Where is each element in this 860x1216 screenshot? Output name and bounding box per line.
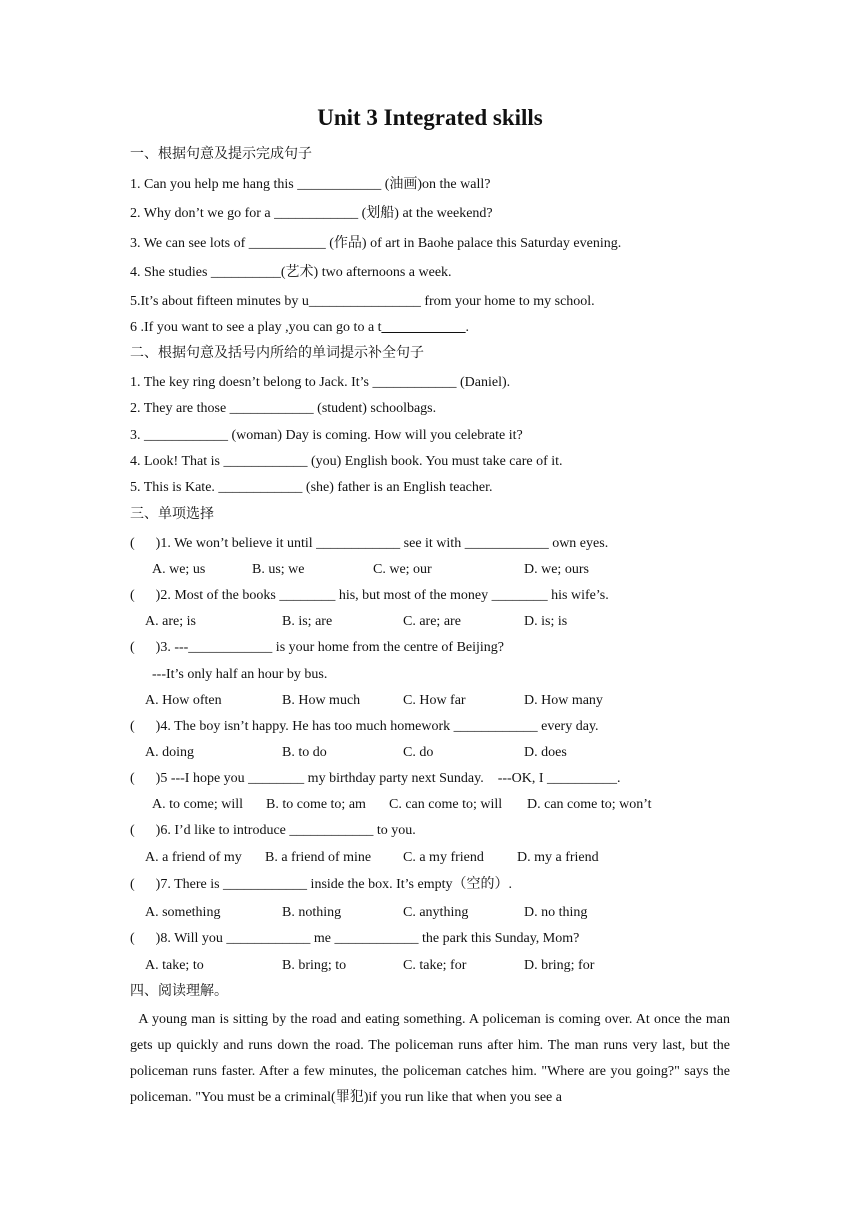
question-8-option-d: D. bring; for	[524, 958, 595, 973]
question-7-option-a: A. something	[145, 905, 221, 920]
question-2-option-a: A. are; is	[145, 614, 196, 629]
section-1-item-6-prefix: 6 .If you want to see a play ,you can go to a t	[130, 320, 382, 335]
question-5-option-b: B. to come to; am	[266, 797, 366, 812]
section-1-item-3: 3. We can see lots of ___________ (作品) of art in Baohe palace this Saturday evening.	[130, 236, 622, 251]
question-5-stem: ( )5 ---I hope you ________ my birthday party next Sunday. ---OK, I __________.	[130, 771, 621, 786]
question-1-option-d: D. we; ours	[524, 562, 589, 577]
section-1-item-5: 5.It’s about fifteen minutes by u________________ from your home to my school.	[130, 294, 595, 309]
question-2-option-b: B. is; are	[282, 614, 333, 629]
question-4-option-d: D. does	[524, 745, 567, 760]
section-2-item-3: 3. ____________ (woman) Day is coming. How will you celebrate it?	[130, 428, 523, 443]
question-3-option-c: C. How far	[403, 693, 466, 708]
question-6-option-a: A. a friend of my	[145, 850, 242, 865]
question-8-stem: ( )8. Will you ____________ me ____________ the park this Sunday, Mom?	[130, 931, 580, 946]
section-2-item-5: 5. This is Kate. ____________ (she) father is an English teacher.	[130, 480, 493, 495]
section-1-item-4: 4. She studies __________(艺术) two afternoons a week.	[130, 265, 452, 280]
question-4-option-a: A. doing	[145, 745, 194, 760]
section-1-item-6-suffix: .	[465, 320, 470, 335]
section-1-item-1: 1. Can you help me hang this ____________ (油画)on the wall?	[130, 177, 491, 192]
section-1-item-6-blank: ____________	[381, 320, 466, 335]
question-8-option-c: C. take; for	[403, 958, 467, 973]
section-2-heading: 二、根据句意及括号内所给的单词提示补全句子	[130, 346, 424, 361]
question-1-option-c: C. we; our	[373, 562, 432, 577]
question-4-option-c: C. do	[403, 745, 434, 760]
question-3-option-d: D. How many	[524, 693, 603, 708]
section-2-item-4: 4. Look! That is ____________ (you) English book. You must take care of it.	[130, 454, 563, 469]
reading-passage-text: A young man is sitting by the road and eating something. A policeman is coming over. At once the man gets up quickly and runs down the road. The policeman runs after him. The man runs very last, but the policeman runs faster. After a few minutes, the policeman catches him. "Where are you going?" says the policeman. "You must be a criminal(罪犯)if you run like that when you see a	[130, 1012, 734, 1105]
section-1-heading: 一、根据句意及提示完成句子	[130, 147, 312, 162]
question-7-stem: ( )7. There is ____________ inside the box. It’s empty（空的）.	[130, 877, 512, 892]
question-5-option-a: A. to come; will	[152, 797, 243, 812]
question-1-option-b: B. us; we	[252, 562, 305, 577]
question-4-option-b: B. to do	[282, 745, 327, 760]
section-2-item-2: 2. They are those ____________ (student) schoolbags.	[130, 401, 437, 416]
question-3-stem-reply: ---It’s only half an hour by bus.	[152, 667, 328, 682]
question-7-option-b: B. nothing	[282, 905, 342, 920]
question-6-stem: ( )6. I’d like to introduce ____________ to you.	[130, 823, 416, 838]
question-5-option-c: C. can come to; will	[389, 797, 503, 812]
section-1-item-6	[130, 319, 469, 337]
section-3-heading: 三、单项选择	[130, 507, 214, 522]
question-3-stem: ( )3. ---____________ is your home from the centre of Beijing?	[130, 640, 505, 655]
question-7-option-d: D. no thing	[524, 905, 588, 920]
question-5-option-d: D. can come to; won’t	[527, 797, 652, 812]
question-1-stem: ( )1. We won’t believe it until ____________ see it with ____________ own eyes.	[130, 536, 609, 551]
question-6-option-b: B. a friend of mine	[265, 850, 372, 865]
question-6-option-d: D. my a friend	[517, 850, 599, 865]
question-4-stem: ( )4. The boy isn’t happy. He has too much homework ____________ every day.	[130, 719, 599, 734]
question-2-option-c: C. are; are	[403, 614, 461, 629]
reading-passage	[130, 1007, 734, 1111]
question-6-option-c: C. a my friend	[403, 850, 484, 865]
section-2-item-1: 1. The key ring doesn’t belong to Jack. It’s ____________ (Daniel).	[130, 375, 511, 390]
question-8-option-a: A. take; to	[145, 958, 204, 973]
question-3-option-a: A. How often	[145, 693, 222, 708]
question-7-option-c: C. anything	[403, 905, 469, 920]
question-8-option-b: B. bring; to	[282, 958, 347, 973]
question-2-stem: ( )2. Most of the books ________ his, but most of the money ________ his wife’s.	[130, 588, 609, 603]
page-title: Unit 3 Integrated skills	[317, 105, 543, 130]
question-2-option-d: D. is; is	[524, 614, 568, 629]
section-4-heading: 四、阅读理解。	[130, 984, 228, 999]
question-3-option-b: B. How much	[282, 693, 361, 708]
question-1-option-a: A. we; us	[152, 562, 206, 577]
section-1-item-2: 2. Why don’t we go for a ____________ (划船) at the weekend?	[130, 206, 493, 221]
